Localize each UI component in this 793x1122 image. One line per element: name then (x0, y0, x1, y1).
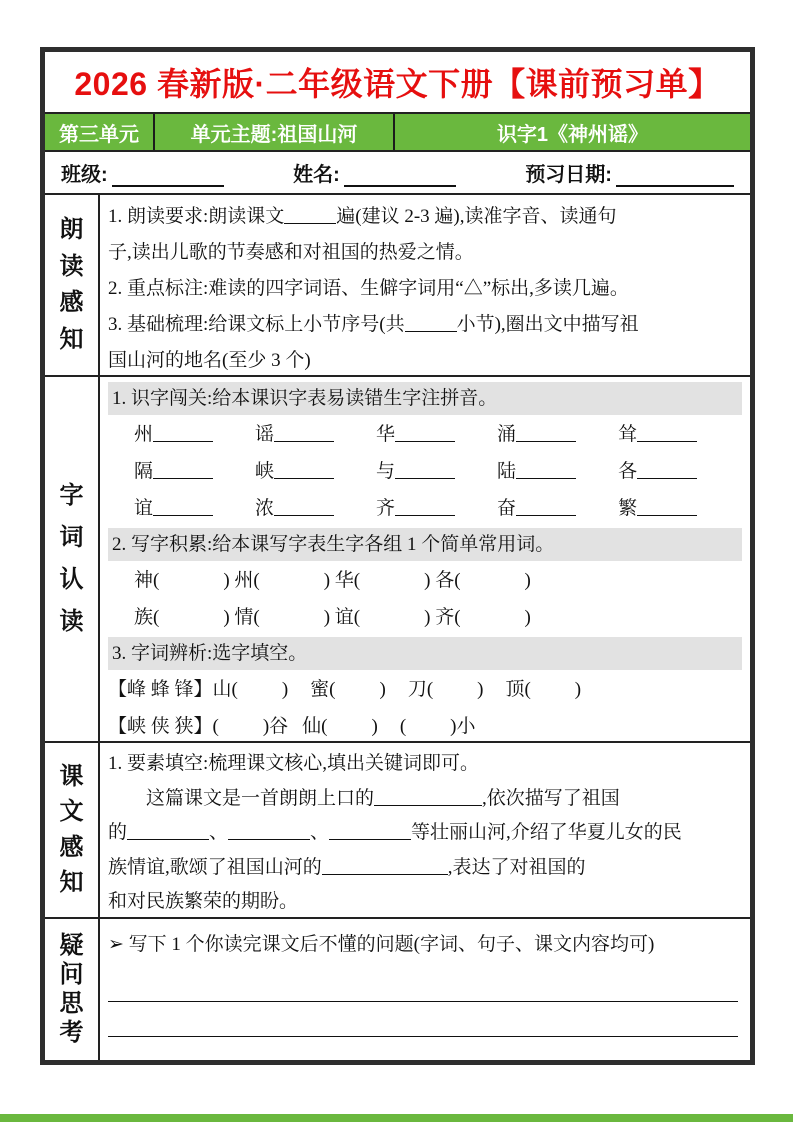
fill-in-blank (127, 837, 209, 840)
section-label-char: 知 (59, 326, 84, 354)
text-segment: 、 (209, 822, 229, 843)
text-segment: 1. 朗读要求:朗读课文 (108, 206, 285, 227)
spacer (455, 513, 497, 514)
fill-in-blank (329, 837, 411, 840)
text-segment: ) 齐( (424, 607, 461, 628)
text-segment: 、 (310, 822, 330, 843)
answer-line (108, 967, 738, 1002)
section-label-char: 文 (59, 798, 84, 826)
spacer (334, 439, 376, 440)
task-header-line (108, 528, 742, 561)
name-label: 姓名: (293, 164, 340, 186)
section-label-char: 感 (59, 289, 84, 317)
text-segment: 各 (618, 461, 638, 482)
section-content-words (100, 377, 750, 741)
section-label-char: 词 (59, 524, 84, 551)
worksheet-line (108, 453, 742, 490)
worksheet-line (108, 671, 742, 708)
text-segment: ) 华( (323, 570, 361, 591)
spacer (378, 731, 400, 732)
spacer (213, 513, 255, 514)
fill-in-blank (516, 439, 576, 442)
spacer (159, 622, 223, 623)
text-segment: 神( (134, 570, 160, 591)
text-segment: 峡 (255, 461, 275, 482)
spacer (219, 731, 263, 732)
text-segment: ) 谊( (323, 607, 361, 628)
text-segment: ,表达了对祖国的 (447, 856, 586, 878)
worksheet-line (108, 235, 742, 271)
section-content-question (100, 919, 750, 1060)
worksheet-line (108, 923, 742, 967)
title-row (45, 52, 750, 114)
text-segment: 耸 (618, 424, 638, 445)
text-segment: 等壮丽山河,介绍了华夏儿女的民 (411, 822, 682, 843)
text-segment: 涌 (497, 424, 517, 445)
text-segment: 国山河的地名(至少 3 个) (108, 350, 311, 371)
section-label-char: 考 (59, 1019, 84, 1046)
text-segment: )小 (450, 716, 476, 737)
text-segment: ) 各( (424, 570, 461, 591)
text-segment: 3. 基础梳理:给课文标上小节序号(共 (108, 314, 405, 335)
fill-in-blank (405, 329, 457, 332)
spacer (108, 585, 134, 586)
spacer (406, 731, 450, 732)
spacer (386, 694, 408, 695)
text-segment: 与 (376, 461, 396, 482)
fill-in-blank (274, 439, 334, 442)
section-content-reading (100, 195, 750, 375)
spacer (334, 476, 376, 477)
text-segment: 顶( (505, 679, 531, 700)
text-segment: 族情谊,歌颂了祖国山河的 (108, 856, 322, 878)
text-segment: )谷 (262, 716, 289, 737)
fill-in-blank (274, 513, 334, 516)
fill-in-blank (395, 513, 455, 516)
spacer (238, 694, 282, 695)
fill-in-blank (637, 439, 697, 442)
text-segment: ) (524, 570, 531, 591)
text-segment: ) 情( (223, 607, 260, 628)
text-segment: ) (477, 679, 484, 700)
text-segment: 浓 (255, 498, 275, 519)
text-segment: 1. 要素填空:梳理课文核心,填出关键词即可。 (108, 753, 480, 774)
spacer (455, 439, 497, 440)
worksheet-line (108, 343, 742, 375)
unit-number-cell: 第三单元 (45, 114, 155, 150)
worksheet-line (108, 851, 742, 886)
spacer (360, 622, 424, 623)
section-label-char: 课 (59, 762, 84, 790)
spacer (108, 622, 134, 623)
name-fill-in-blank (344, 162, 456, 187)
answer-line (108, 1002, 738, 1037)
text-segment: ) 州( (223, 570, 260, 591)
spacer (576, 439, 618, 440)
fill-in-blank (516, 513, 576, 516)
text-segment: ) (524, 607, 531, 628)
fill-in-blank (153, 476, 213, 479)
worksheet-line (108, 782, 742, 817)
spacer (108, 439, 134, 440)
spacer (483, 694, 505, 695)
unit-header-bar (45, 114, 750, 152)
spacer (327, 731, 371, 732)
text-segment: ,依次描写了祖国 (482, 787, 620, 809)
section-label-question (45, 919, 100, 1060)
worksheet-sheet (40, 47, 755, 1065)
spacer (461, 585, 525, 586)
lesson-title-cell: 识字1《神州谣》 (496, 123, 649, 146)
text-segment: ) (574, 679, 582, 700)
text-segment: 这篇课文是一首朗朗上口的 (146, 787, 375, 809)
text-segment: 遍(建议 2-3 遍),读准字音、读通句 (336, 206, 617, 227)
date-field (525, 158, 734, 187)
text-segment: 繁 (618, 498, 638, 519)
section-label-words (45, 377, 100, 741)
spacer (433, 694, 477, 695)
text-segment: 州 (134, 424, 154, 445)
worksheet-line (108, 490, 742, 527)
fill-in-blank (395, 439, 455, 442)
text-segment: 陆 (497, 461, 517, 482)
name-field (293, 158, 456, 187)
spacer (108, 513, 134, 514)
section-label-char: 疑 (59, 932, 84, 959)
task-header-line (108, 637, 742, 670)
section-content-text (100, 743, 750, 917)
spacer (213, 476, 255, 477)
section-label-char: 字 (59, 482, 84, 509)
text-segment: 谣 (255, 424, 275, 445)
fill-in-blank (395, 476, 455, 479)
section-label-reading (45, 195, 100, 375)
section-label-char: 问 (59, 961, 84, 988)
spacer (213, 439, 255, 440)
worksheet-line (108, 307, 742, 343)
text-segment: 【峡 侠 狭】( (108, 716, 219, 737)
fill-in-blank (284, 221, 336, 224)
text-segment: 2. 重点标注:难读的四字词语、生僻字词用“△”标出,多读几遍。 (108, 278, 629, 299)
class-field (61, 158, 224, 187)
section-label-char: 认 (59, 566, 84, 593)
section-label-char: 感 (59, 833, 84, 861)
student-info-row (45, 152, 750, 195)
text-segment: 小节),圈出文中描写祖 (456, 314, 639, 335)
fill-in-blank (322, 872, 448, 875)
text-segment: ( (399, 716, 407, 737)
text-segment: 的 (108, 822, 128, 843)
page-title: 2026 春新版·二年级语文下册【课前预习单】 (74, 66, 721, 102)
fill-in-blank (228, 837, 310, 840)
fill-in-blank (274, 476, 334, 479)
spacer (260, 585, 324, 586)
date-label: 预习日期: (525, 164, 612, 186)
section-label-text (45, 743, 100, 917)
worksheet-line (108, 562, 742, 599)
section-label-char: 朗 (59, 215, 84, 243)
task-header-line (108, 382, 742, 415)
text-segment: 刀( (407, 679, 434, 700)
section-label-char: 读 (59, 252, 84, 280)
unit-theme-cell: 单元主题:祖国山河 (155, 114, 395, 150)
spacer (576, 476, 618, 477)
text-segment: ) (281, 679, 289, 700)
spacer (360, 585, 424, 586)
section-question-thinking (45, 919, 750, 1060)
class-fill-in-blank (112, 162, 224, 187)
spacer (334, 513, 376, 514)
fill-in-blank (637, 476, 697, 479)
text-segment: 【峰 蜂 锋】山( (108, 679, 238, 700)
text-segment: 隔 (134, 461, 154, 482)
next-page-green-strip (0, 1114, 793, 1122)
text-segment: 子,读出儿歌的节奏感和对祖国的热爱之情。 (108, 242, 474, 263)
text-segment: 3. 字词辨析:选字填空。 (112, 643, 308, 664)
fill-in-blank (153, 513, 213, 516)
spacer (455, 476, 497, 477)
spacer (159, 585, 223, 586)
worksheet-line (108, 199, 742, 235)
section-label-char: 思 (59, 990, 84, 1017)
worksheet-line (108, 885, 742, 917)
spacer (461, 622, 525, 623)
text-segment: 蜜( (310, 679, 336, 700)
text-segment: 齐 (376, 498, 396, 519)
answer-line (108, 1037, 738, 1060)
text-segment: ➢ 写下 1 个你读完课文后不懂的问题(字词、句子、课文内容均可) (108, 934, 655, 955)
section-reading-perception (45, 195, 750, 377)
section-text-perception (45, 743, 750, 919)
section-label-char: 读 (59, 608, 84, 635)
section-words-recognition (45, 377, 750, 743)
worksheet-line (108, 599, 742, 636)
worksheet-line (108, 271, 742, 307)
section-label-char: 知 (59, 869, 84, 897)
text-segment: 1. 识字闯关:给本课识字表易读错生字注拼音。 (112, 388, 498, 409)
text-segment: ) (379, 679, 386, 700)
fill-in-blank (374, 803, 482, 806)
spacer (288, 731, 302, 732)
spacer (576, 513, 618, 514)
worksheet-line (108, 747, 742, 782)
text-segment: 仙( (302, 716, 328, 737)
spacer (108, 476, 134, 477)
spacer (335, 694, 379, 695)
class-label: 班级: (61, 164, 108, 186)
text-segment: 族( (134, 607, 160, 628)
text-segment: 奋 (497, 498, 517, 519)
text-segment: ) (371, 716, 378, 737)
spacer (531, 694, 575, 695)
worksheet-line (108, 708, 742, 741)
text-segment: 和对民族繁荣的期盼。 (108, 891, 299, 912)
worksheet-line (108, 416, 742, 453)
date-fill-in-blank (616, 162, 734, 187)
fill-in-blank (153, 439, 213, 442)
text-segment: 华 (376, 424, 396, 445)
text-segment: 2. 写字积累:给本课写字表生字各组 1 个简单常用词。 (112, 534, 555, 555)
worksheet-line (108, 816, 742, 851)
text-segment: 谊 (134, 498, 154, 519)
fill-in-blank (637, 513, 697, 516)
spacer (288, 694, 310, 695)
fill-in-blank (516, 476, 576, 479)
spacer (260, 622, 324, 623)
